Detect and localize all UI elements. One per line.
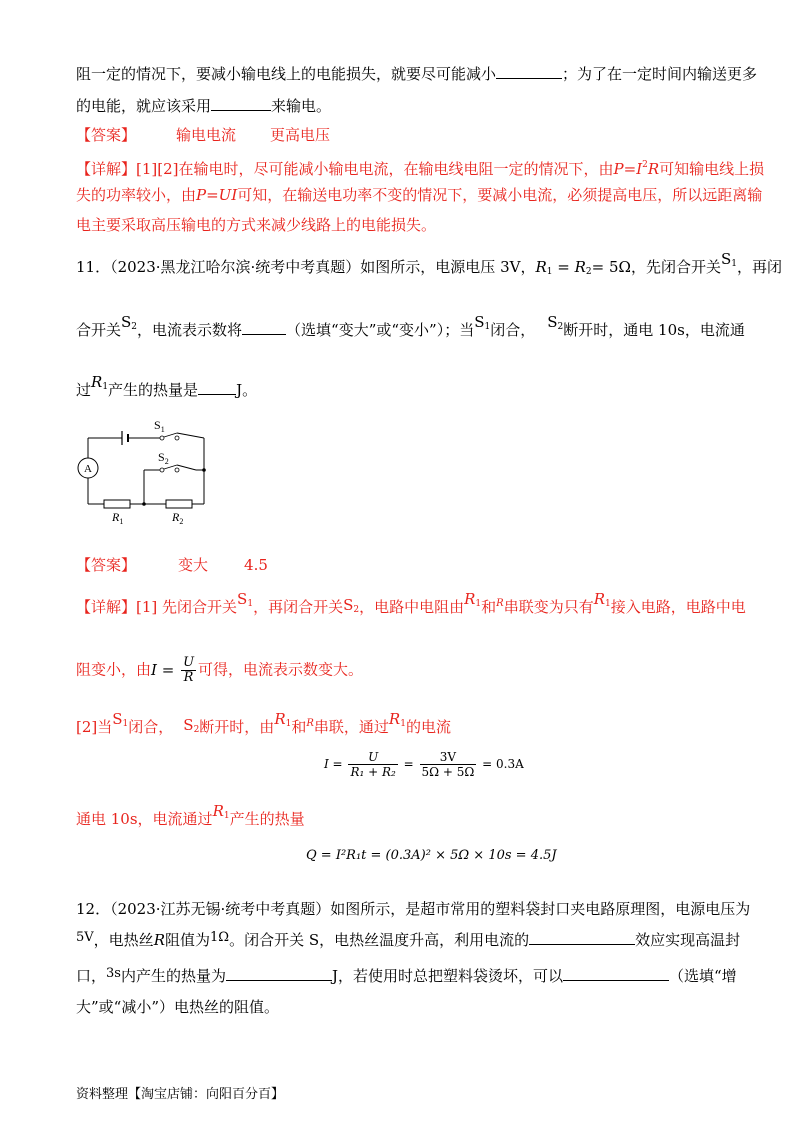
circuit-diagram (74, 416, 219, 526)
formula-current: I = $\frac{U}{\text{R₁ + R₂}}$ = $\frac{3V}{5\Omega + 5\Omega}$ = 0.3A (324, 750, 524, 779)
question-line: 11．（2023·黑龙江哈尔滨·统考中考真题）如图所示，电源电压 3V，$R_1 = R_2= 5\Omega$，先闭合开关$S_1$，再闭 (76, 250, 782, 277)
detail-line: [2]当$S_1$闭合， $S_2$断开时，由$R_1$和$^R$串联，通过$R_1$的电流 (76, 710, 451, 736)
question-line: 5V，电热丝R阻值为1Ω。闭合开关 S，电热丝温度升高，利用电流的 效应实现高温封 (76, 930, 741, 949)
answer-blank (563, 964, 669, 981)
svg-text:S2: $S_2$ (158, 450, 169, 466)
resistor-r2 (166, 500, 192, 508)
answer-blank (211, 94, 271, 111)
text-line: 阻一定的情况下，要减小输电线上的电能损失，就要尽可能减小 ；为了在一定时间内输送更多 (76, 62, 757, 85)
question-line: 合开关$S_2$，电流表示数将 （选填“变大”或“变小”）；当$S_1$闭合， $S_2$断开时，通电 10s，电流通 (76, 313, 745, 339)
question-line: 12．（2023·江苏无锡·统考中考真题）如图所示，是超市常用的塑料袋封口夹电路原理图，电源电压为 (76, 900, 751, 918)
answer-line: 【答案】 输电电流 更高电压 (76, 126, 331, 144)
svg-text:R1: $R_1$ (112, 510, 124, 526)
answer-line: 【答案】 变大 4.5 (76, 556, 268, 574)
answer-blank (529, 928, 635, 945)
detail-line: 【详解】[1][2]在输电时，尽可能减小输电电流，在输电线电阻一定的情况下，由$P=I^2R$可知输电线上损 (76, 160, 765, 178)
text-line: 的电能，就应该采用 来输电。 (76, 94, 331, 117)
detail-line: 【详解】[1] 先闭合开关$S_1$，再闭合开关$S_2$，电路中电阻由$R_1$和$^R$串联变为只有$R_1$接入电路，电路中电 (76, 590, 746, 616)
detail-line: 失的功率较小，由P=UI可知，在输送电功率不变的情况下，要减小电流，必须提高电压，所以远距离输 (76, 186, 763, 204)
detail-line: 通电 10s，电流通过$R_1$产生的热量 (76, 802, 305, 828)
resistor-r1 (104, 500, 130, 508)
question-line: 口，3s内产生的热量为 J，若使用时总把塑料袋烫坏，可以 （选填“增 (76, 966, 737, 985)
svg-text:S1: $S_1$ (154, 418, 165, 434)
detail-line: 电主要采取高压输电的方式来减少线路上的电能损失。 (76, 216, 437, 234)
detail-line: 阻变小，由I = $\frac{U}{R}$ 可得，电流表示数变大。 (76, 655, 364, 685)
svg-text:A: A (84, 463, 92, 475)
formula-heat: Q = I²R₁t = (0.3A)² × 5Ω × 10s = 4.5J (306, 848, 557, 863)
answer-blank (496, 62, 562, 79)
footer-note: 资料整理【淘宝店铺：向阳百分百】 (76, 1087, 285, 1102)
answer-blank (242, 318, 286, 335)
question-line: 过$R_1$产生的热量是 J。 (76, 373, 258, 399)
answer-blank (198, 378, 236, 395)
svg-text:R2: $R_2$ (172, 510, 184, 526)
answer-blank (226, 964, 332, 981)
question-line: 大”或“减小”）电热丝的阻值。 (76, 998, 280, 1016)
